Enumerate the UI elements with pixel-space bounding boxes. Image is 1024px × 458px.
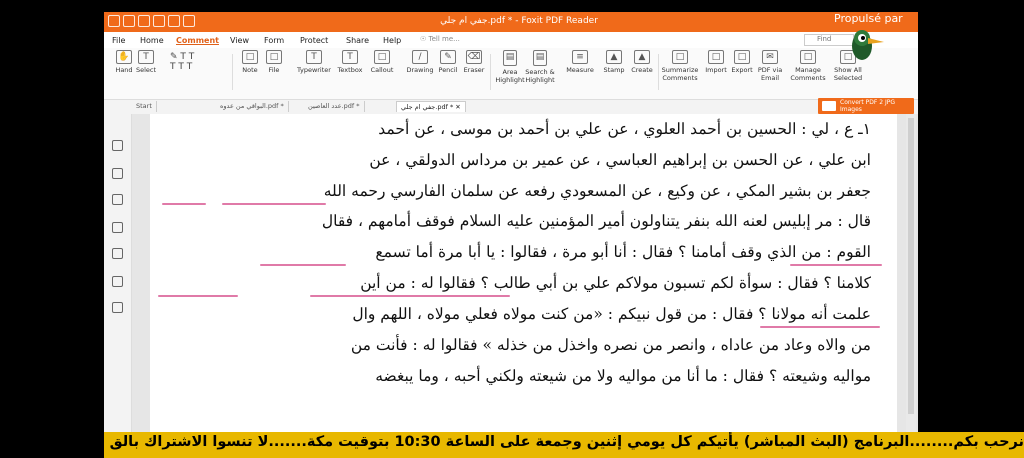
summarize-comments-tool[interactable] (660, 50, 700, 82)
note-icon: □ (242, 50, 258, 64)
search-highlight-icon: ▤ (533, 50, 547, 66)
bookmark-icon[interactable] (112, 140, 123, 151)
convert-pdf-jpg-button[interactable] (818, 98, 914, 114)
manage-comments-icon: □ (800, 50, 816, 64)
tool-label: Create (631, 66, 653, 74)
annotation-underline[interactable] (310, 295, 510, 297)
create-tool[interactable] (622, 50, 662, 74)
summarize-icon: □ (672, 50, 688, 64)
tool-label: Measure (566, 66, 594, 74)
eraser-tool[interactable] (454, 50, 494, 74)
file-tool[interactable] (254, 50, 294, 74)
security-icon[interactable] (112, 276, 123, 287)
tool-label: Area Highlight (495, 68, 525, 84)
tool-label: Select (135, 66, 157, 74)
pdf-page[interactable] (150, 114, 897, 432)
signature-icon[interactable] (112, 302, 123, 313)
app-icon[interactable] (108, 15, 120, 27)
menu-file[interactable]: File (112, 36, 126, 45)
tab-start[interactable]: Start (132, 101, 157, 112)
text-line-6: كلامنا ؟ فقال : سوأة لكم تسبون مولاكم علي بن أبي طالب ؟ فقالوا له : من أين (360, 274, 871, 292)
tool-label: PDF via Email (757, 66, 783, 82)
text-line-7: علمت أنه مولانا ؟ فقال : من قول نبيكم : «من كنت مولاه فعلي مولاه ، اللهم وال (352, 305, 871, 323)
document-tabs (104, 100, 804, 112)
undo-icon[interactable] (168, 15, 180, 27)
measure-icon: ≡ (572, 50, 588, 64)
annotation-underline[interactable] (158, 295, 238, 297)
area-highlight-icon: ▤ (503, 50, 517, 66)
callout-icon: □ (374, 50, 390, 64)
find-input[interactable]: Find (804, 34, 854, 46)
search-highlight-tool[interactable] (520, 50, 560, 84)
ribbon-divider (658, 54, 659, 90)
annotation-underline[interactable] (162, 203, 206, 205)
tool-label: Show All Selected (833, 66, 863, 82)
file-icon: □ (266, 50, 282, 64)
document-viewer[interactable] (132, 114, 918, 432)
text-line-1: ١ـ ع ، لي : الحسين بن أحمد العلوي ، عن علي بن أحمد بن موسى ، عن أحمد (378, 120, 871, 138)
tool-label: Export (731, 66, 753, 74)
close-icon[interactable]: ✕ (455, 103, 461, 111)
typewriter-tool[interactable] (294, 50, 334, 74)
navigation-panel (104, 114, 132, 432)
menu-view[interactable]: View (230, 36, 249, 45)
text-line-2: ابن علي ، عن الحسن بن إبراهيم العباسي ، عن عمير بن مرداس الدولقي ، عن (369, 151, 871, 169)
import-icon: □ (708, 50, 724, 64)
print-icon[interactable] (153, 15, 165, 27)
overlay-propulse-text: Propulsé par (834, 12, 903, 25)
news-ticker (104, 432, 1024, 458)
annotation-underline[interactable] (222, 203, 326, 205)
tool-label: Search & Highlight (525, 68, 555, 84)
text-line-9: مواليه وشيعته ؟ فقال : ما أنا من مواليه ولا من شيعته ولكني أحبه ، وما يبغضه (375, 367, 871, 385)
tool-label: Pencil (438, 66, 458, 74)
duck-logo (840, 24, 886, 64)
text-line-4: قال : مر إبليس لعنه الله بنفر يتناولون أمير المؤمنين عليه السلام فوقف أمامهم ، فقال (321, 212, 871, 230)
layers-icon[interactable] (112, 222, 123, 233)
tool-label: Drawing (406, 66, 434, 74)
tool-label: Stamp (603, 66, 625, 74)
create-icon: ▲ (634, 50, 650, 64)
tool-label: Callout (370, 66, 394, 74)
pencil-icon: ✎ (440, 50, 456, 64)
menu-home[interactable]: Home (140, 36, 164, 45)
text-line-3: جعفر بن بشير المكي ، عن وكيع ، عن المسعودي رفعه عن سلمان الفارسي رحمه الله (323, 182, 871, 200)
tool-label: Note (242, 66, 258, 74)
pages-icon[interactable] (112, 168, 123, 179)
tell-me-search[interactable] (420, 35, 490, 46)
vertical-scrollbar[interactable] (906, 114, 916, 432)
tool-label: Summarize Comments (661, 66, 699, 82)
show-all-icon: □ (840, 50, 856, 64)
tab-label: جفي ام جلي.pdf * (401, 103, 454, 111)
textbox-icon: T (342, 50, 358, 64)
comments-icon[interactable] (112, 194, 123, 205)
tool-label: Eraser (463, 66, 485, 74)
tab-document-active[interactable] (396, 101, 466, 112)
stamp-icon: ▲ (606, 50, 622, 64)
menu-comment[interactable]: Comment (176, 36, 219, 45)
redo-icon[interactable] (183, 15, 195, 27)
tab-document-2[interactable]: عدد العاصين.pdf * (304, 101, 365, 112)
manage-comments-tool[interactable] (788, 50, 828, 82)
lightbulb-icon: ☉ (420, 35, 427, 43)
tool-label: Hand (115, 66, 133, 74)
tab-document-1[interactable]: البواقي من عدوه.pdf * (216, 101, 289, 112)
tell-me-label: Tell me... (428, 35, 460, 43)
select-tool[interactable] (126, 50, 166, 74)
ticker-text: نرحب بكم........البرنامج (البث المباشر) يأتيكم كل يومي إثنين وجمعة على الساعة 10:30 بتوقيت مكة.......لا تنسوا الاشتراك بالق (109, 434, 1024, 450)
open-icon[interactable] (123, 15, 135, 27)
annotation-underline[interactable] (760, 326, 880, 328)
pdf-reader-window (104, 12, 918, 432)
tool-label: File (268, 66, 280, 74)
text-line-8: من والاه وعاد من عاداه ، وانصر من نصره واخذل من خذله » فقالوا له : فأنت من (350, 336, 871, 354)
convert-label: Convert PDF 2 JPG Images (840, 99, 895, 113)
scrollbar-thumb[interactable] (908, 118, 914, 414)
menu-share[interactable]: Share (346, 36, 370, 45)
eraser-icon: ⌫ (467, 52, 481, 62)
export-icon: □ (734, 50, 750, 64)
attachment-icon[interactable] (112, 248, 123, 259)
pdf-via-email-tool[interactable] (750, 50, 790, 82)
annotation-underline[interactable] (260, 264, 346, 266)
tool-label: Typewriter (297, 66, 331, 74)
email-icon: ✉ (762, 50, 778, 64)
menu-bar (104, 32, 918, 48)
tool-label: Import (705, 66, 727, 74)
hand-icon: ✋ (116, 50, 132, 64)
tool-label: Textbox (337, 66, 363, 74)
window-title: جفي ام جلي.pdf * - Foxit PDF Reader (440, 16, 598, 26)
menu-protect[interactable]: Protect (300, 36, 329, 45)
annotation-underline[interactable] (790, 264, 882, 266)
callout-tool[interactable] (362, 50, 402, 74)
comment-ribbon (104, 48, 918, 100)
typewriter-icon: T (306, 50, 322, 64)
title-bar (104, 12, 918, 32)
menu-help[interactable]: Help (383, 36, 402, 45)
save-icon[interactable] (138, 15, 150, 27)
text-markup-tools[interactable]: ✎ T T T T T (170, 52, 195, 72)
quick-access-toolbar (108, 15, 195, 27)
select-icon: T (138, 50, 154, 64)
tool-label: Manage Comments (790, 66, 826, 82)
image-icon (822, 101, 836, 111)
text-line-5: القوم : من الذي وقف أمامنا ؟ فقال : أنا أبو مرة ، فقالوا : يا أبا مرة أما تسمع (375, 243, 871, 261)
menu-form[interactable]: Form (264, 36, 285, 45)
drawing-icon: / (412, 50, 428, 64)
